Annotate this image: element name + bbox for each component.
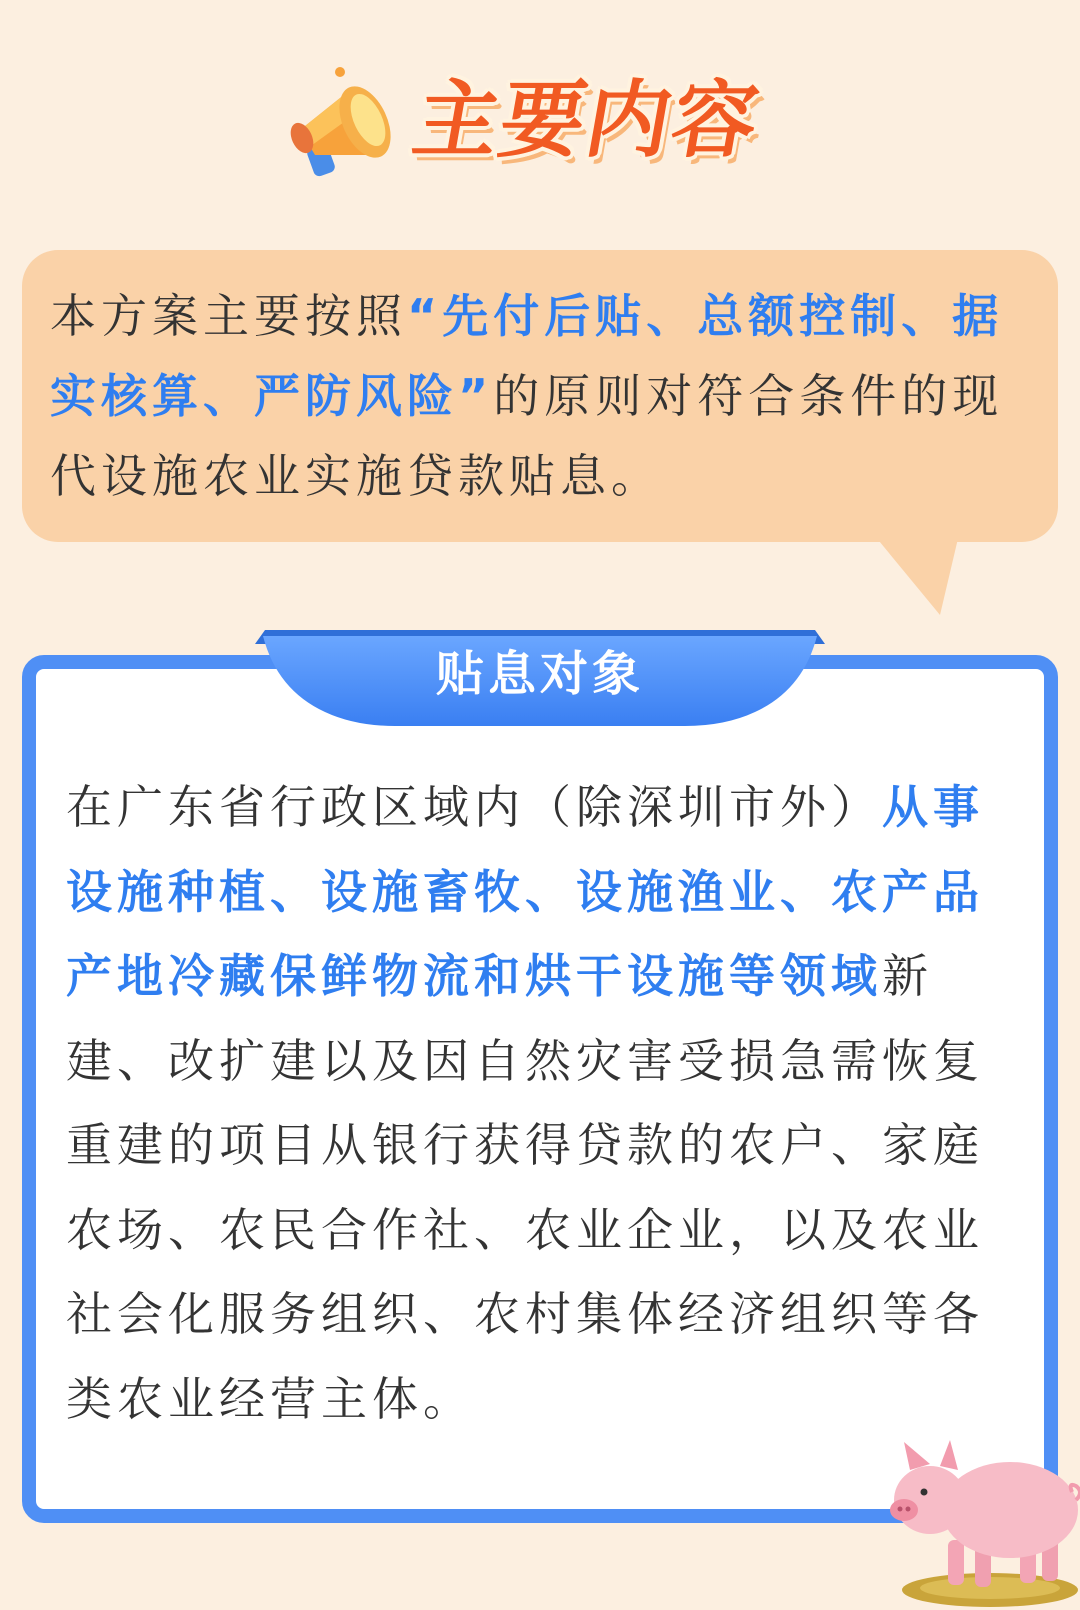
intro-text-part2: 的原则对符合条件的现代设施农业实施贷款贴息。: [50, 369, 1004, 503]
intro-text: [50, 276, 1040, 516]
intro-text-part1: 本方案主要按照: [50, 289, 407, 343]
section-body-text: [66, 765, 1021, 1441]
section-fields-highlight: 从事设施种植、设施畜牧、设施渔业、农产品产地冷藏保鲜物流和烘干设施等领域: [66, 780, 984, 1003]
bubble-tail: [870, 530, 960, 615]
page-title: 主要内容: [406, 71, 768, 169]
pig-illustration: [880, 1420, 1080, 1610]
section-tab-label: 贴息对象: [435, 646, 644, 702]
header: [0, 50, 1080, 200]
megaphone-icon: [280, 60, 410, 190]
intro-principles: “先付后贴、总额控制、据实核算、严防风险”: [50, 289, 1004, 423]
section-text-part2: 新建、改扩建以及因自然灾害受损急需恢复重建的项目从银行获得贷款的农户、家庭农场、农民合作社、农业企业，以及农业社会化服务组织、农村集体经济组织等各类农业经营主体。: [66, 949, 984, 1426]
section-text-part1: 在广东省行政区域内（除深圳市外）: [66, 780, 882, 834]
